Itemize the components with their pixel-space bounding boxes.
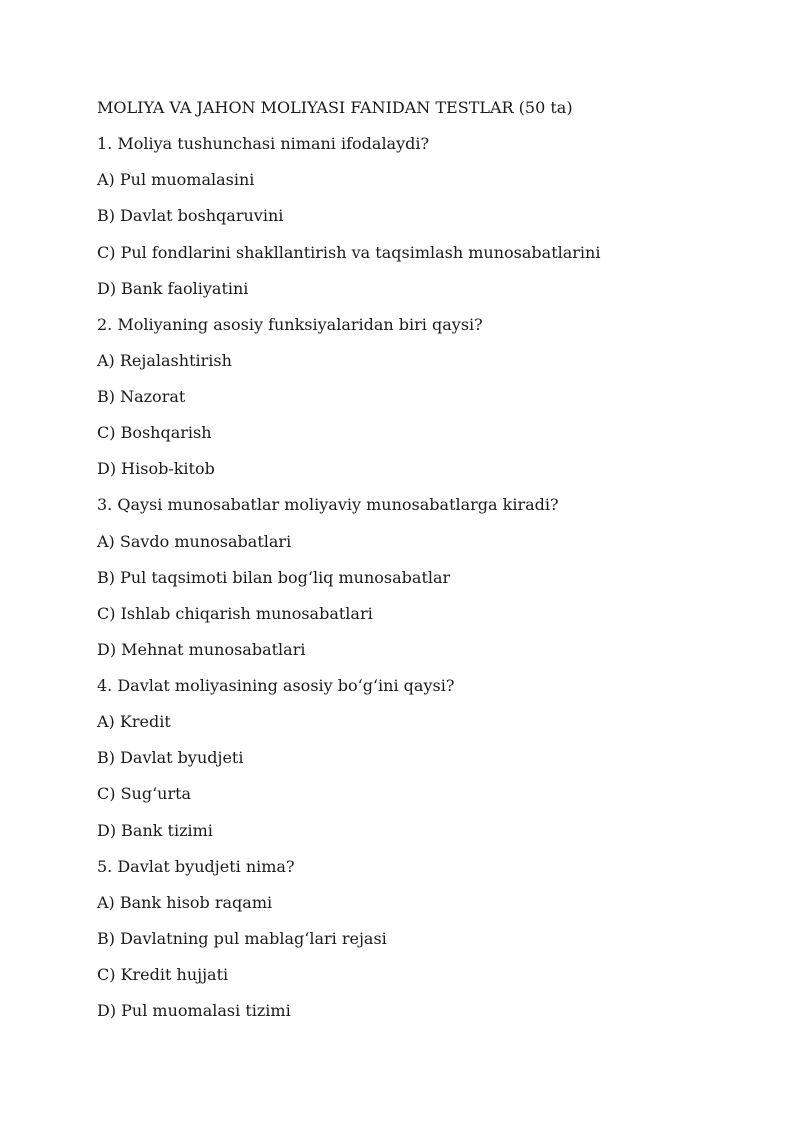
answer-option: B) Pul taqsimoti bilan bog‘liq munosabatlar bbox=[97, 567, 451, 587]
question-block bbox=[97, 493, 757, 674]
answer-option: D) Mehnat munosabatlari bbox=[97, 639, 306, 659]
answer-option: B) Davlat boshqaruvini bbox=[97, 206, 284, 226]
document-body bbox=[97, 96, 757, 1035]
answer-option: B) Davlat byudjeti bbox=[97, 748, 244, 768]
document-title: MOLIYA VA JAHON MOLIYASI FANIDAN TESTLAR (50 ta) bbox=[97, 98, 573, 117]
question-block bbox=[97, 313, 757, 494]
answer-option: D) Bank faoliyatini bbox=[97, 278, 249, 298]
answer-option: A) Rejalashtirish bbox=[97, 350, 232, 370]
answer-option: C) Pul fondlarini shakllantirish va taqsimlash munosabatlarini bbox=[97, 242, 601, 262]
question-block bbox=[97, 674, 757, 855]
answer-option: B) Davlatning pul mablag‘lari rejasi bbox=[97, 928, 387, 948]
question-text: 3. Qaysi munosabatlar moliyaviy munosabatlarga kiradi? bbox=[97, 495, 559, 515]
question-text: 1. Moliya tushunchasi nimani ifodalaydi? bbox=[97, 134, 430, 154]
answer-option: B) Nazorat bbox=[97, 387, 186, 406]
answer-option: D) Bank tizimi bbox=[97, 820, 213, 840]
answer-option: C) Ishlab chiqarish munosabatlari bbox=[97, 603, 373, 623]
answer-option: A) Kredit bbox=[97, 712, 171, 732]
answer-option: A) Bank hisob raqami bbox=[97, 892, 273, 912]
question-text: 2. Moliyaning asosiy funksiyalaridan biri qaysi? bbox=[97, 314, 483, 334]
answer-option: D) Hisob-kitob bbox=[97, 459, 215, 479]
answer-option: D) Pul muomalasi tizimi bbox=[97, 1001, 291, 1021]
answer-option: C) Sug‘urta bbox=[97, 784, 192, 804]
question-text: 5. Davlat byudjeti nima? bbox=[97, 856, 295, 876]
question-block bbox=[97, 132, 757, 313]
question-block bbox=[97, 855, 757, 1036]
answer-option: A) Pul muomalasini bbox=[97, 170, 255, 190]
question-text: 4. Davlat moliyasining asosiy bo‘g‘ini qaysi? bbox=[97, 676, 455, 695]
answer-option: A) Savdo munosabatlari bbox=[97, 531, 292, 551]
answer-option: C) Boshqarish bbox=[97, 423, 212, 443]
answer-option: C) Kredit hujjati bbox=[97, 965, 229, 984]
